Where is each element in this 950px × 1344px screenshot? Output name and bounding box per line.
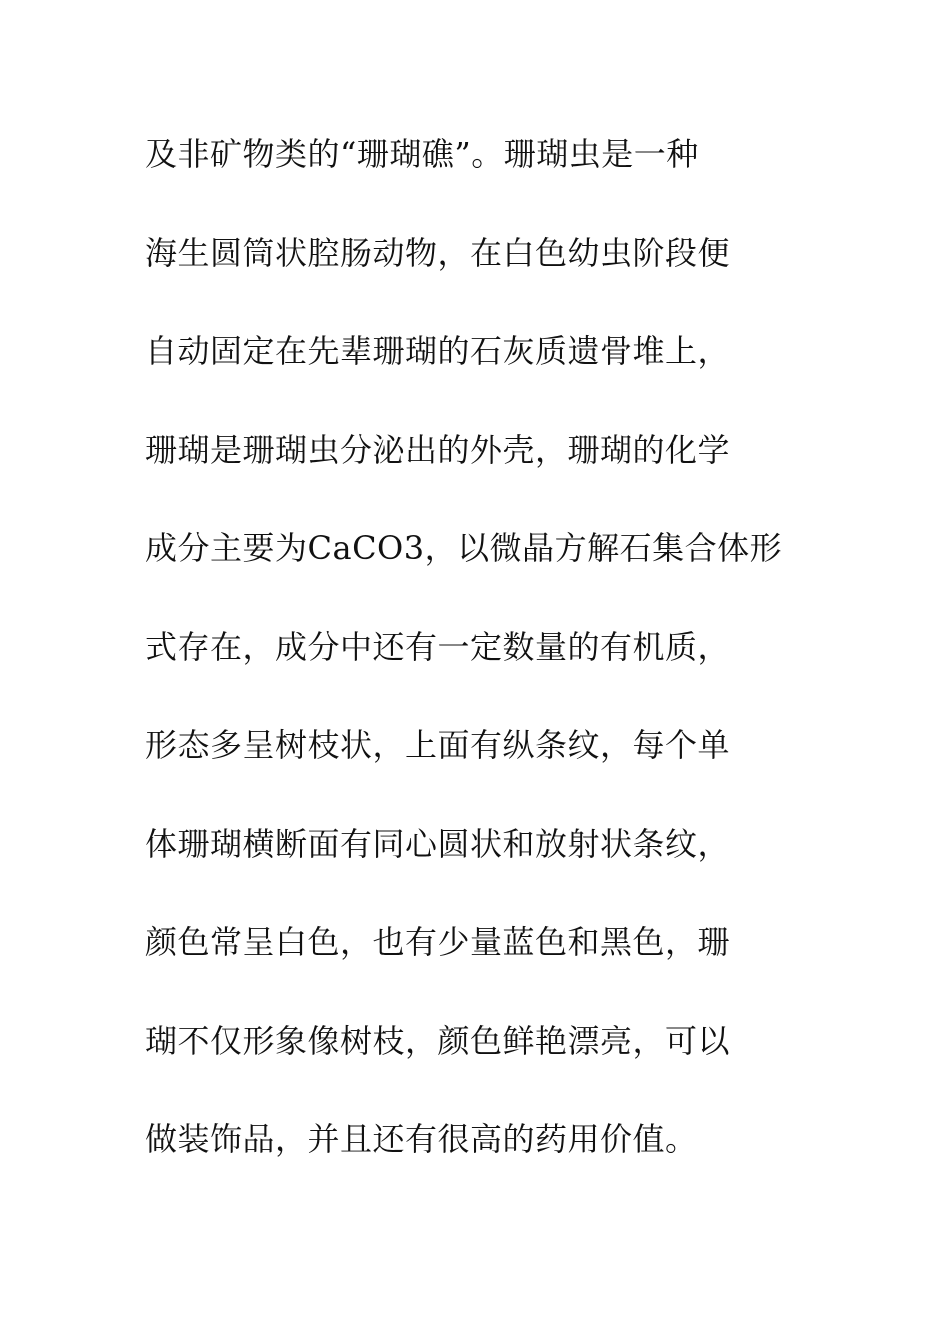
text-line: 颜色常呈白色，也有少量蓝色和黑色，珊 <box>145 923 731 961</box>
text-line: 珊瑚是珊瑚虫分泌出的外壳，珊瑚的化学 <box>145 430 731 469</box>
text-line: 自动固定在先辈珊瑚的石灰质遗骨堆上， <box>145 332 731 370</box>
text-line: 式存在，成分中还有一定数量的有机质， <box>145 627 731 666</box>
text-line: 及非矿物类的“珊瑚礁”。珊瑚虫是一种 <box>145 135 699 173</box>
text-line: 形态多呈树枝状，上面有纵条纹，每个单 <box>145 726 731 764</box>
body-text <box>145 124 825 1208</box>
text-line: 瑚不仅形象像树枝，颜色鲜艳漂亮，可以 <box>145 1021 731 1060</box>
text-line: 做装饰品，并且还有很高的药用价值。 <box>145 1120 698 1158</box>
text-line: 体珊瑚横断面有同心圆状和放射状条纹， <box>145 824 731 863</box>
text-line: 成分主要为CaCO3，以微晶方解石集合体形 <box>145 529 783 567</box>
text-line: 海生圆筒状腔肠动物，在白色幼虫阶段便 <box>145 233 731 272</box>
